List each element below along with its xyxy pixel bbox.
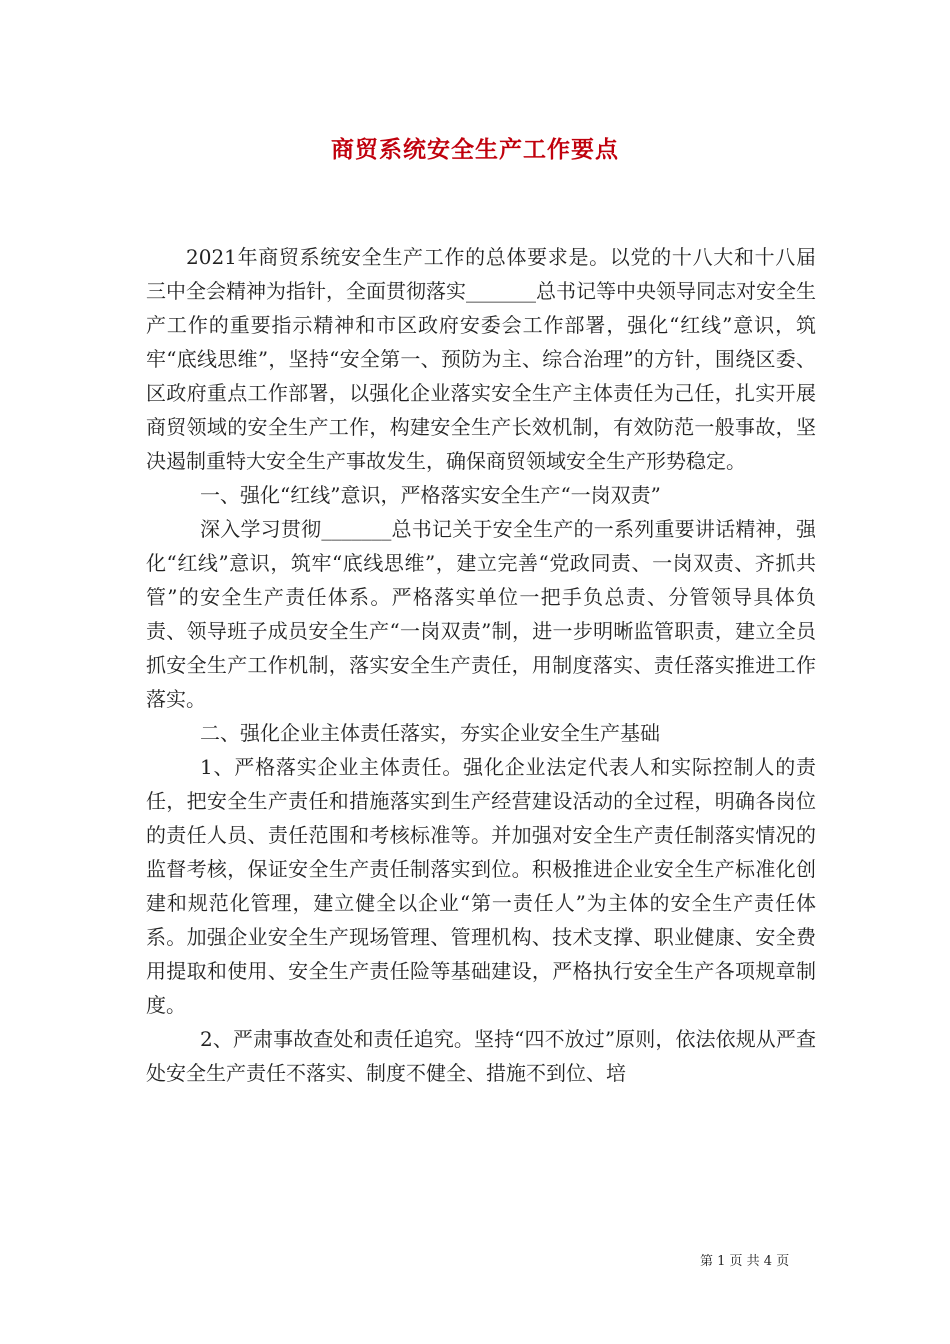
document-title: 商贸系统安全生产工作要点 bbox=[331, 136, 619, 163]
page-number: 第 1 页 共 4 页 bbox=[700, 1254, 790, 1269]
section-heading-2: 二、强化企业主体责任落实，夯实企业安全生产基础 bbox=[200, 721, 660, 745]
section-1-paragraph: 深入学习贯彻_______总书记关于安全生产的一系列重要讲话精神，强化“红线”意识，筑牢“底线思维”，建立完善“党政同责、一岗双责、齐抓共管”的安全生产责任体系。严格落实单位一把手负总责、分管领导具体负责、领导班子成员安全生产“一岗双责”制，进一步明晰监管职责，建立全员抓安全生产工作机制，落实安全生产责任，用制度落实、责任落实推进工作落实。 bbox=[146, 517, 816, 711]
item-2-paragraph: 2、严肃事故查处和责任追究。坚持“四不放过”原则，依法依规从严查处安全生产责任不落实、制度不健全、措施不到位、培 bbox=[146, 1027, 816, 1085]
section-heading-1: 一、强化“红线”意识，严格落实安全生产“一岗双责” bbox=[200, 483, 661, 507]
intro-paragraph: 2021年商贸系统安全生产工作的总体要求是。以党的十八大和十八届三中全会精神为指针，全面贯彻落实_______总书记等中央领导同志对安全生产工作的重要指示精神和市区政府安委会工作部署，强化“红线”意识，筑牢“底线思维”，坚持“安全第一、预防为主、综合治理”的方针，围绕区委、区政府重点工作部署，以强化企业落实安全生产主体责任为己任，扎实开展商贸领域的安全生产工作，构建安全生产长效机制，有效防范一般事故，坚决遏制重特大安全生产事故发生，确保商贸领域安全生产形势稳定。 bbox=[146, 245, 816, 473]
document-body bbox=[146, 240, 816, 1090]
item-1-paragraph: 1、严格落实企业主体责任。强化企业法定代表人和实际控制人的责任，把安全生产责任和措施落实到生产经营建设活动的全过程，明确各岗位的责任人员、责任范围和考核标准等。并加强对安全生产责任制落实情况的监督考核，保证安全生产责任制落实到位。积极推进企业安全生产标准化创建和规范化管理，建立健全以企业“第一责任人”为主体的安全生产责任体系。加强企业安全生产现场管理、管理机构、技术支撑、职业健康、安全费用提取和使用、安全生产责任险等基础建设，严格执行安全生产各项规章制度。 bbox=[146, 755, 816, 1017]
